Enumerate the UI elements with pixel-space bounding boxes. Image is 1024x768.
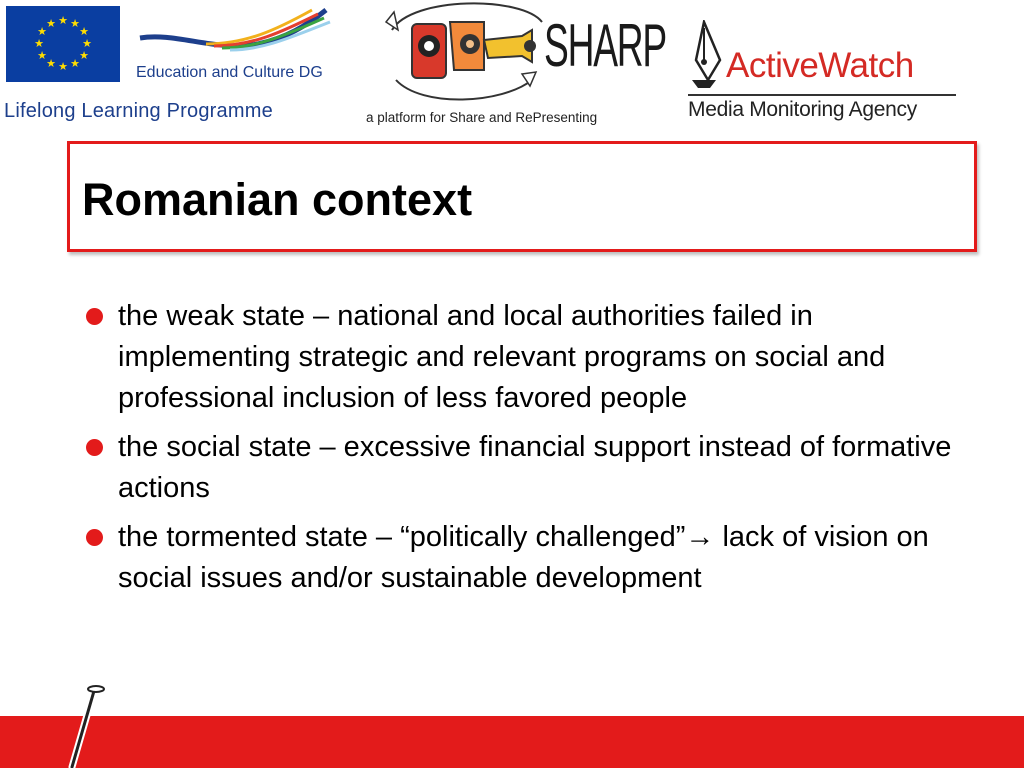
svg-text:★: ★ [37, 49, 47, 62]
pin-icon [60, 683, 120, 768]
svg-text:★: ★ [79, 49, 89, 62]
activewatch-name: ActiveWatch [726, 46, 914, 85]
svg-text:★: ★ [46, 17, 56, 30]
bullet-text: the tormented state – “politically challenged”→ lack of vision on social issues and/or sustainable development [118, 521, 929, 594]
svg-text:★: ★ [82, 37, 92, 50]
bullet-item [80, 517, 980, 599]
bullet-dot-icon [86, 308, 103, 325]
svg-text:★: ★ [37, 25, 47, 38]
slide-title: Romanian context [82, 174, 473, 225]
bullet-dot-icon [86, 529, 103, 546]
sharp-logo [362, 0, 666, 132]
activewatch-logo [686, 20, 966, 130]
svg-text:★: ★ [58, 60, 68, 73]
education-swoosh-icon [136, 4, 336, 64]
bullet-dot-icon [86, 439, 103, 456]
lifelong-learning-label: Lifelong Learning Programme [4, 100, 273, 122]
title-box [67, 141, 977, 252]
bullet-text: the social state – excessive financial support instead of formative actions [118, 431, 952, 504]
sharp-cameras-icon [372, 0, 568, 108]
activewatch-subtitle: Media Monitoring Agency [688, 98, 917, 121]
svg-text:★: ★ [70, 57, 80, 70]
svg-text:★: ★ [58, 14, 68, 27]
svg-text:★: ★ [34, 37, 44, 50]
activewatch-divider [688, 94, 956, 96]
svg-text:★: ★ [70, 17, 80, 30]
svg-text:★: ★ [79, 25, 89, 38]
sharp-wordmark: SHARP [544, 12, 666, 79]
sharp-tagline: a platform for Share and RePresenting [366, 110, 598, 125]
bullet-list [80, 296, 980, 607]
eu-lifelong-learning-logo [0, 0, 330, 130]
svg-text:★: ★ [46, 57, 56, 70]
eu-flag-icon [6, 6, 120, 82]
bullet-item [80, 427, 980, 509]
bullet-item [80, 296, 980, 419]
fountain-pen-icon [686, 20, 726, 90]
bullet-text: the weak state – national and local authorities failed in implementing strategic and relevant programs on social and professional inclusion of less favored people [118, 300, 886, 414]
education-culture-label: Education and Culture DG [136, 64, 323, 81]
footer-bar [0, 716, 1024, 768]
